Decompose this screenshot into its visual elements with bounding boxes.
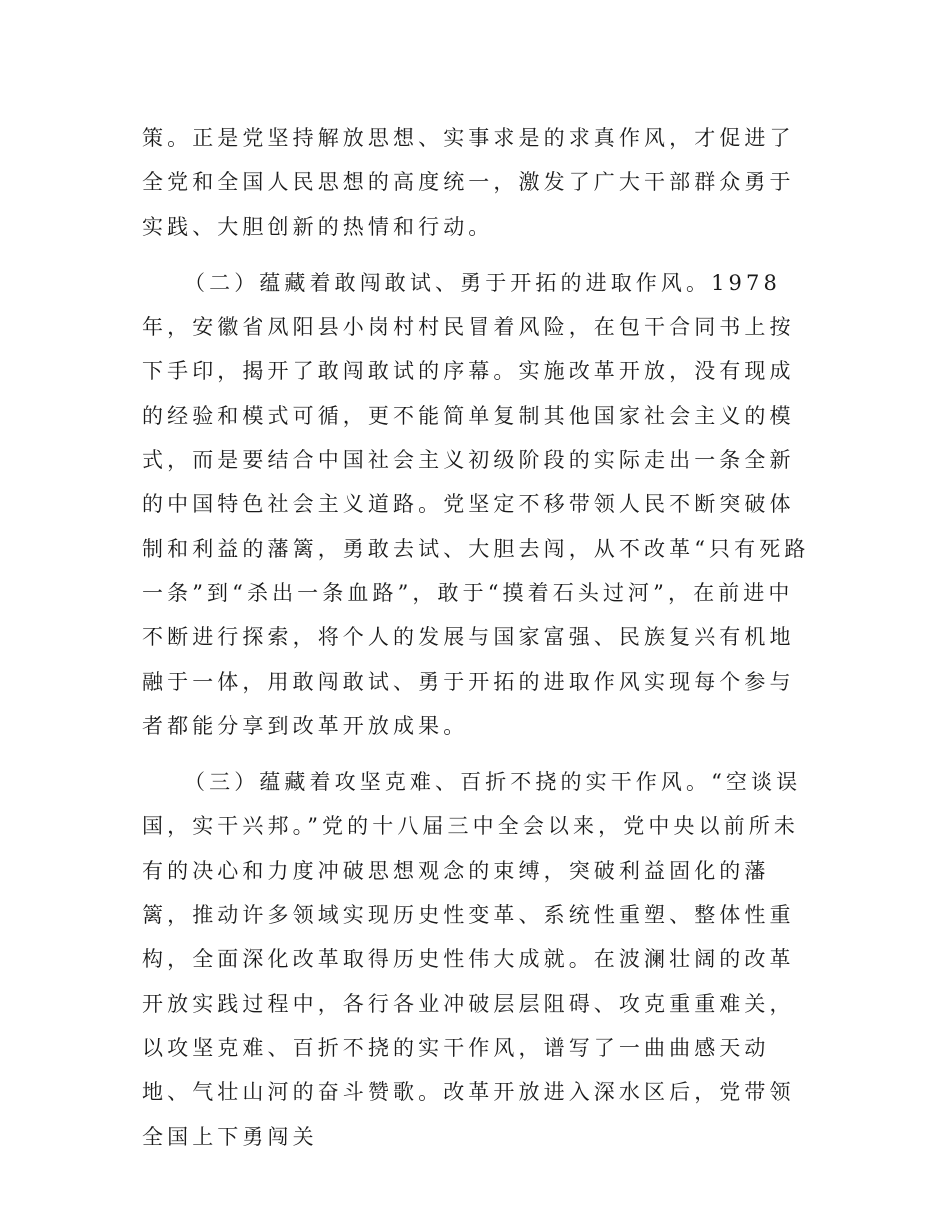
document-body [142, 116, 814, 1159]
paragraph-section-three: （三）蕴藏着攻坚克难、百折不挠的实干作风。“空谈误国，实干兴邦。”党的十八届三中全会以来，党中央以前所未有的决心和力度冲破思想观念的束缚，突破利益固化的藩篱，推动许多领域实现历史性变革、系统性重塑、整体性重构，全面深化改革取得历史性伟大成就。在波澜壮阔的改革开放实践过程中，各行各业冲破层层阻碍、攻克重重难关，以攻坚克难、百折不挠的实干作风，谱写了一曲曲感天动地、气壮山河的奋斗赞歌。改革开放进入深水区后，党带领全国上下勇闯关 [142, 770, 802, 1149]
paragraph-continuation: 策。正是党坚持解放思想、实事求是的求真作风，才促进了全党和全国人民思想的高度统一，激发了广大干部群众勇于实践、大胆创新的热情和行动。 [142, 126, 795, 239]
paragraph-section-two: （二）蕴藏着敢闯敢试、勇于开拓的进取作风。1978年，安徽省凤阳县小岗村村民冒着风险，在包干合同书上按下手印，揭开了敢闯敢试的序幕。实施改革开放，没有现成的经验和模式可循，更不能简单复制其他国家社会主义的模式，而是要结合中国社会主义初级阶段的实际走出一条全新的中国特色社会主义道路。党坚定不移带领人民不断突破体制和利益的藩篱，勇敢去试、大胆去闯，从不改革“只有死路一条”到“杀出一条血路”，敢于“摸着石头过河”，在前进中不断进行探索，将个人的发展与国家富强、民族复兴有机地融于一体，用敢闯敢试、勇于开拓的进取作风实现每个参与者都能分享到改革开放成果。 [142, 270, 810, 738]
